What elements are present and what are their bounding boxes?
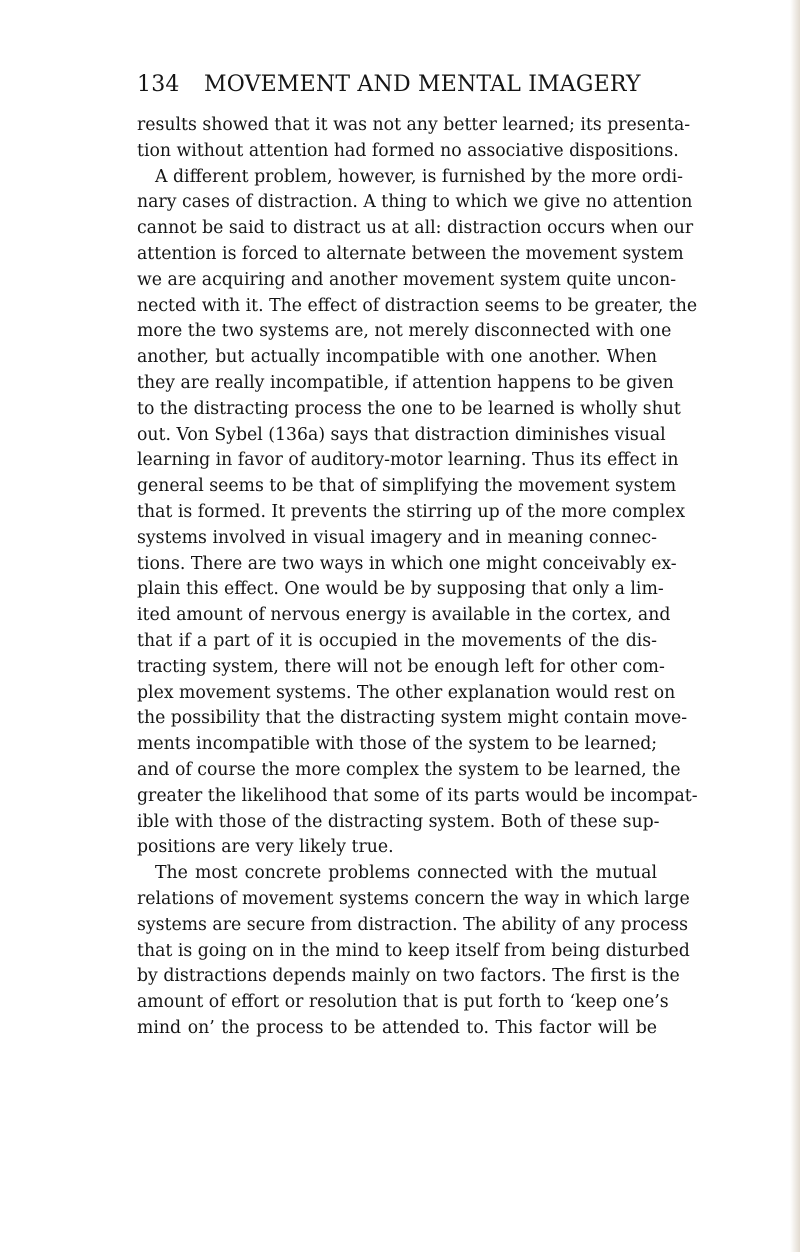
text-line: positions are very likely true. <box>137 837 394 858</box>
text-line: A different problem, however, is furnished by the more ordi- <box>155 166 684 187</box>
text-line: they are really incompatible, if attention happens to be given <box>137 372 674 393</box>
text-line: general seems to be that of simplifying the movement system <box>137 476 677 497</box>
text-line: systems are secure from distraction. The ability of any process <box>137 914 689 935</box>
text-line: the possibility that the distracting system might contain move- <box>137 708 688 729</box>
text-line: relations of movement systems concern the way in which large <box>137 888 690 909</box>
text-line: that is formed. It prevents the stirring up of the more complex <box>137 501 686 522</box>
text-line: more the two systems are, not merely disconnected with one <box>137 321 672 342</box>
text-line: tracting system, there will not be enough left for other com- <box>137 656 665 677</box>
text-line: that if a part of it is occupied in the movements of the dis- <box>137 630 657 651</box>
text-line: plex movement systems. The other explanation would rest on <box>137 682 676 703</box>
text-line: another, but actually incompatible with one another. When <box>137 347 657 368</box>
text-line: cannot be said to distract us at all: distraction occurs when our <box>137 218 694 239</box>
text-line: nected with it. The effect of distraction seems to be greater, the <box>137 295 698 316</box>
text-line: greater the likelihood that some of its parts would be incompat- <box>137 785 698 806</box>
text-line: plain this effect. One would be by supposing that only a lim- <box>137 579 664 600</box>
text-line: tion without attention had formed no associative dispositions. <box>137 140 679 161</box>
text-line: learning in favor of auditory-motor learning. Thus its effect in <box>137 450 679 471</box>
text-line: we are acquiring and another movement system quite uncon- <box>137 269 677 290</box>
text-line: ments incompatible with those of the system to be learned; <box>137 734 658 755</box>
text-line: to the distracting process the one to be learned is wholly shut <box>137 398 681 419</box>
body-text <box>137 113 698 1042</box>
text-line: amount of effort or resolution that is put forth to ‘keep one’s <box>137 992 669 1013</box>
text-line: systems involved in visual imagery and in meaning connec- <box>137 527 657 548</box>
text-line: ible with those of the distracting system. Both of these sup- <box>137 811 660 832</box>
page-number: 134 <box>137 72 180 97</box>
text-line: The most concrete problems connected with the mutual <box>155 863 657 884</box>
text-line: ited amount of nervous energy is available in the cortex, and <box>137 605 671 626</box>
text-line: out. Von Sybel (136a) says that distraction diminishes visual <box>137 424 666 445</box>
text-line: by distractions depends mainly on two factors. The first is the <box>137 966 680 987</box>
text-line: mind on’ the process to be attended to. This factor will be <box>137 1017 657 1038</box>
running-title: MOVEMENT AND MENTAL IMAGERY <box>204 72 641 97</box>
text-line: and of course the more complex the system to be learned, the <box>137 759 681 780</box>
page-edge-shading <box>790 0 800 1252</box>
text-line: attention is forced to alternate between the movement system <box>137 243 684 264</box>
text-line: tions. There are two ways in which one might conceivably ex- <box>137 553 677 574</box>
text-line: results showed that it was not any better learned; its presenta- <box>137 115 691 135</box>
text-line: that is going on in the mind to keep itself from being disturbed <box>137 940 690 961</box>
running-header <box>137 72 657 106</box>
text-line: nary cases of distraction. A thing to which we give no attention <box>137 192 693 213</box>
